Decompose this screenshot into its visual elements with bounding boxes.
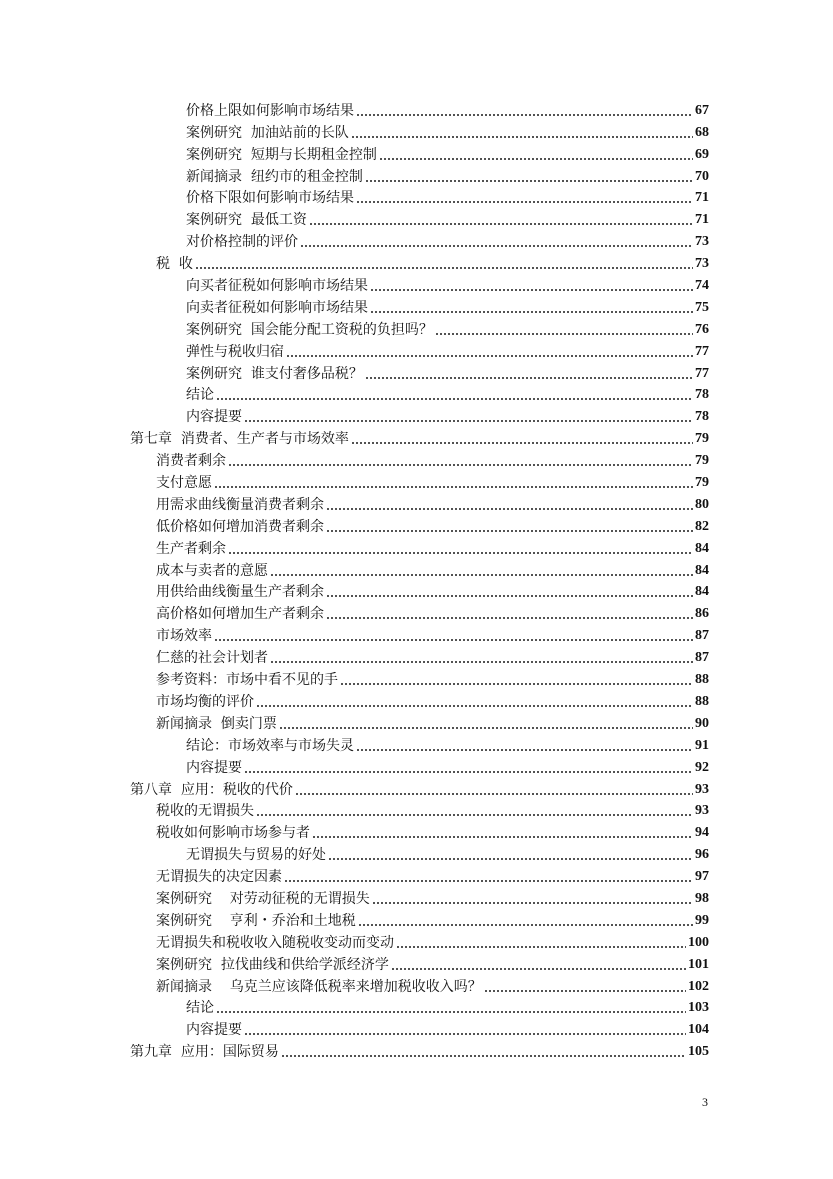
toc-entry-page: 71 [695,212,709,228]
dot-leader [214,475,693,489]
toc-entry-title: 税 收 [156,256,193,273]
toc-entry-title: 生产者剩余 [156,540,226,557]
toc-entry[interactable] [0,208,833,230]
toc-entry-page: 82 [695,518,709,534]
toc-entry-page: 92 [695,759,709,775]
toc-entry-title: 案例研究 亨利・乔治和土地税 [156,912,356,929]
toc-entry[interactable] [0,778,833,800]
dot-leader [295,782,693,796]
toc-entry-page: 84 [695,584,709,600]
toc-entry-title: 仁慈的社会计划者 [156,650,268,667]
toc-entry-title: 市场均衡的评价 [156,693,254,710]
toc-entry-title: 新闻摘录 倒卖门票 [156,715,277,732]
toc-entry[interactable] [0,143,833,165]
toc-entry[interactable] [0,909,833,931]
dot-leader [244,409,693,423]
dot-leader [228,453,693,467]
toc-entry-title: 用需求曲线衡量消费者剩余 [156,496,324,513]
toc-entry-title: 案例研究 对劳动征税的无谓损失 [156,890,370,907]
dot-leader [256,803,693,817]
dot-leader [396,935,686,949]
toc-entry-page: 79 [695,475,709,491]
toc-entry[interactable] [0,274,833,296]
toc-entry[interactable] [0,800,833,822]
toc-entry-page: 80 [695,496,709,512]
toc-entry-page: 101 [688,956,709,972]
toc-entry-page: 77 [695,343,709,359]
toc-entry-title: 价格上限如何影响市场结果 [186,102,354,119]
toc-entry[interactable] [0,559,833,581]
toc-entry-page: 102 [688,978,709,994]
toc-entry[interactable] [0,581,833,603]
toc-entry-title: 案例研究 短期与长期租金控制 [186,146,377,163]
toc-entry[interactable] [0,121,833,143]
toc-entry-page: 75 [695,299,709,315]
toc-entry[interactable] [0,515,833,537]
toc-entry-title: 税收如何影响市场参与者 [156,825,310,842]
toc-entry-title: 向买者征税如何影响市场结果 [186,278,368,295]
dot-leader [365,366,693,380]
toc-entry-title: 参考资料：市场中看不见的手 [156,672,338,689]
toc-entry-title: 弹性与税收归宿 [186,343,284,360]
toc-entry-page: 86 [695,606,709,622]
dot-leader [435,322,693,336]
toc-entry[interactable] [0,953,833,975]
toc-entry[interactable] [0,624,833,646]
toc-entry[interactable] [0,865,833,887]
toc-entry-title: 成本与卖者的意愿 [156,562,268,579]
toc-entry-page: 100 [688,934,709,950]
toc-entry-page: 84 [695,562,709,578]
dot-leader [356,738,693,752]
toc-entry-page: 73 [695,256,709,272]
dot-leader [351,125,693,139]
toc-entry-page: 93 [695,803,709,819]
toc-entry-page: 91 [695,737,709,753]
toc-entry-title: 内容提要 [186,409,242,426]
dot-leader [309,212,693,226]
toc-entry-title: 无谓损失与贸易的好处 [186,847,326,864]
toc-entry-title: 结论 [186,387,214,404]
toc-entry[interactable] [0,187,833,209]
dot-leader [328,847,693,861]
toc-entry-title: 第八章 应用：税收的代价 [130,781,293,798]
dot-leader [326,519,693,533]
dot-leader [284,869,693,883]
toc-entry-title: 新闻摘录 纽约市的租金控制 [186,168,363,185]
toc-entry[interactable] [0,493,833,515]
toc-entry-page: 71 [695,190,709,206]
dot-leader [286,344,693,358]
toc-entry-title: 价格下限如何影响市场结果 [186,190,354,207]
toc-entry[interactable] [0,843,833,865]
toc-entry-page: 88 [695,672,709,688]
toc-entry[interactable] [0,296,833,318]
toc-entry-page: 79 [695,431,709,447]
table-of-contents [0,99,833,1062]
dot-leader [356,190,693,204]
toc-entry[interactable] [0,318,833,340]
toc-entry[interactable] [0,427,833,449]
dot-leader [216,387,693,401]
dot-leader [391,957,686,971]
toc-entry-page: 79 [695,453,709,469]
toc-entry-page: 70 [695,168,709,184]
toc-entry-page: 87 [695,650,709,666]
toc-entry-title: 结论 [186,1000,214,1017]
dot-leader [356,103,693,117]
toc-entry[interactable] [0,646,833,668]
dot-leader [312,825,693,839]
toc-entry-page: 99 [695,912,709,928]
toc-entry[interactable] [0,165,833,187]
toc-entry-title: 案例研究 拉伐曲线和供给学派经济学 [156,956,389,973]
dot-leader [370,300,693,314]
toc-entry-page: 98 [695,890,709,906]
toc-entry-page: 87 [695,628,709,644]
toc-entry-page: 88 [695,693,709,709]
dot-leader [326,497,693,511]
toc-entry-title: 高价格如何增加生产者剩余 [156,606,324,623]
toc-entry[interactable] [0,887,833,909]
toc-entry-page: 105 [688,1044,709,1060]
toc-entry-title: 结论：市场效率与市场失灵 [186,737,354,754]
dot-leader [279,716,693,730]
dot-leader [326,606,693,620]
toc-entry-page: 96 [695,847,709,863]
toc-entry[interactable] [0,975,833,997]
dot-leader [195,256,693,270]
dot-leader [365,169,693,183]
toc-entry[interactable] [0,340,833,362]
dot-leader [256,694,693,708]
toc-entry-page: 93 [695,781,709,797]
toc-entry[interactable] [0,756,833,778]
dot-leader [379,147,693,161]
dot-leader [484,979,686,993]
toc-entry-page: 103 [688,1000,709,1016]
toc-entry-title: 用供给曲线衡量生产者剩余 [156,584,324,601]
toc-entry-title: 内容提要 [186,759,242,776]
toc-entry[interactable] [0,252,833,274]
toc-entry-page: 73 [695,234,709,250]
toc-entry-title: 向卖者征税如何影响市场结果 [186,299,368,316]
toc-entry[interactable] [0,471,833,493]
toc-entry-title: 案例研究 最低工资 [186,212,307,229]
dot-leader [372,891,693,905]
toc-entry-page: 67 [695,102,709,118]
dot-leader [270,650,693,664]
toc-entry-page: 77 [695,365,709,381]
toc-entry[interactable] [0,362,833,384]
toc-entry-title: 无谓损失和税收收入随税收变动而变动 [156,934,394,951]
toc-entry-title: 市场效率 [156,628,212,645]
toc-entry[interactable] [0,734,833,756]
toc-entry[interactable] [0,537,833,559]
dot-leader [244,760,693,774]
toc-entry[interactable] [0,712,833,734]
toc-entry-title: 支付意愿 [156,475,212,492]
dot-leader [244,1022,686,1036]
toc-entry-page: 78 [695,409,709,425]
toc-entry-title: 第九章 应用：国际贸易 [130,1044,279,1061]
dot-leader [214,628,693,642]
toc-entry[interactable] [0,602,833,624]
toc-entry[interactable] [0,230,833,252]
toc-entry-title: 无谓损失的决定因素 [156,869,282,886]
dot-leader [326,584,693,598]
toc-entry[interactable] [0,821,833,843]
toc-entry-page: 74 [695,278,709,294]
toc-entry-page: 84 [695,540,709,556]
toc-entry[interactable] [0,690,833,712]
toc-entry-page: 90 [695,715,709,731]
toc-entry[interactable] [0,931,833,953]
toc-entry[interactable] [0,1018,833,1040]
dot-leader [281,1044,686,1058]
toc-entry-title: 案例研究 谁支付奢侈品税？ [186,365,363,382]
toc-entry-title: 对价格控制的评价 [186,234,298,251]
toc-entry-title: 低价格如何增加消费者剩余 [156,518,324,535]
dot-leader [340,672,693,686]
dot-leader [358,913,693,927]
dot-leader [270,563,693,577]
toc-entry-page: 76 [695,321,709,337]
toc-entry-page: 78 [695,387,709,403]
dot-leader [370,278,693,292]
toc-entry-title: 案例研究 加油站前的长队 [186,124,349,141]
toc-entry[interactable] [0,668,833,690]
toc-entry-page: 97 [695,869,709,885]
toc-entry-title: 消费者剩余 [156,453,226,470]
toc-entry[interactable] [0,997,833,1019]
toc-entry[interactable] [0,384,833,406]
toc-entry-title: 税收的无谓损失 [156,803,254,820]
toc-entry-page: 104 [688,1022,709,1038]
toc-entry[interactable] [0,405,833,427]
toc-entry-title: 新闻摘录 乌克兰应该降低税率来增加税收收入吗？ [156,978,482,995]
toc-entry[interactable] [0,1040,833,1062]
page-number: 3 [702,1095,708,1109]
toc-entry-page: 68 [695,124,709,140]
toc-entry-page: 69 [695,146,709,162]
dot-leader [300,234,693,248]
toc-entry-title: 案例研究 国会能分配工资税的负担吗？ [186,321,433,338]
toc-entry-title: 第七章 消费者、生产者与市场效率 [130,431,349,448]
toc-entry-title: 内容提要 [186,1022,242,1039]
dot-leader [228,541,693,555]
toc-entry-page: 94 [695,825,709,841]
dot-leader [351,431,693,445]
toc-entry[interactable] [0,99,833,121]
dot-leader [216,1000,686,1014]
toc-entry[interactable] [0,449,833,471]
